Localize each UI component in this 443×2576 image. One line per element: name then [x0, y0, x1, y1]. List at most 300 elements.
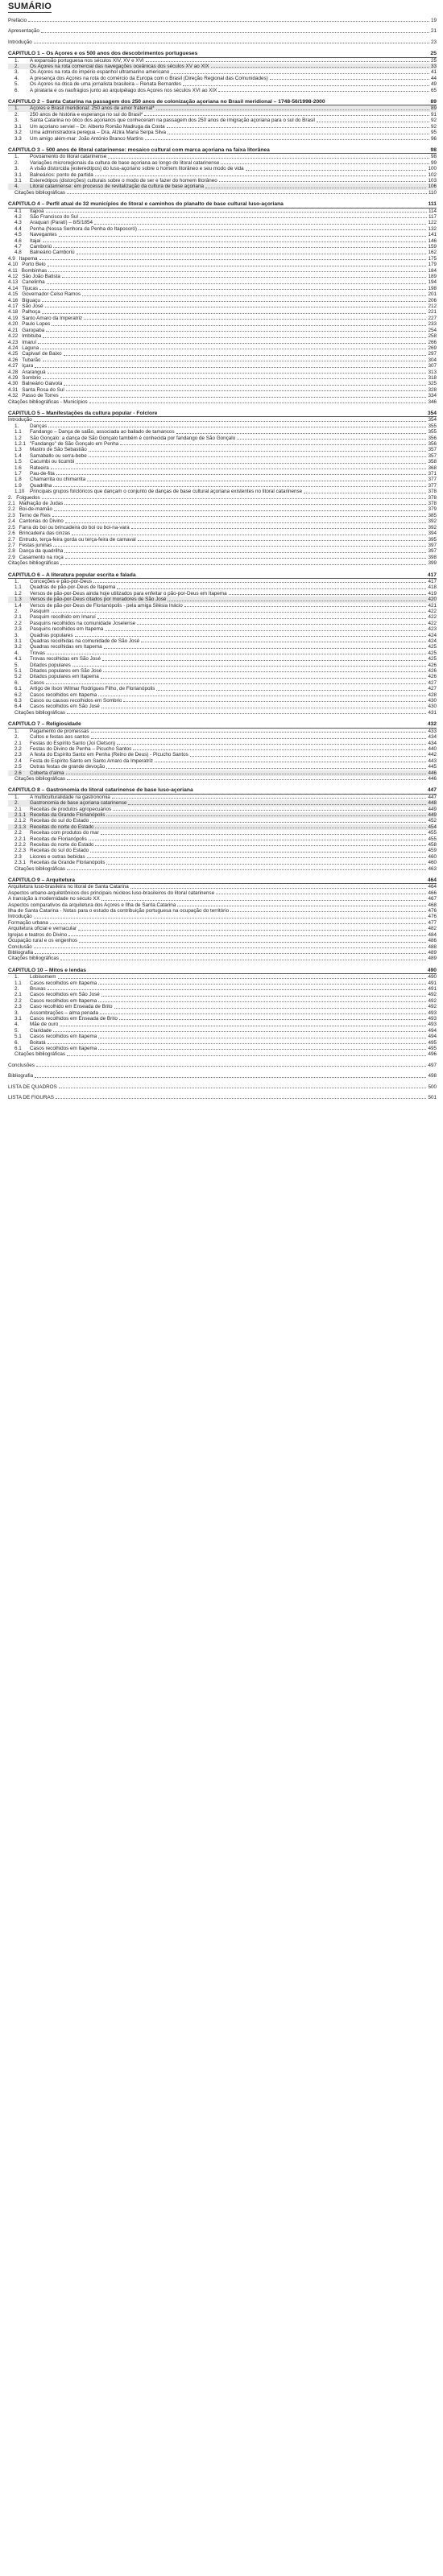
dot-leader	[120, 444, 426, 445]
entry-number: 4.1	[14, 656, 22, 663]
toc-entry	[8, 28, 437, 34]
entry-title: Conceções e pão-por-Deus	[30, 578, 93, 584]
entry-page: 269	[428, 345, 437, 351]
entry-number: 3.1	[14, 638, 22, 644]
entry-page: 49	[430, 81, 437, 88]
dot-leader	[34, 918, 427, 919]
dot-leader	[39, 289, 427, 290]
dot-leader	[104, 648, 427, 649]
dot-leader	[67, 1055, 426, 1056]
dot-leader	[42, 301, 426, 302]
dot-leader	[89, 402, 427, 403]
entry-page: 378	[428, 494, 437, 501]
entry-number: 4.19	[8, 315, 19, 321]
entry-page: 99	[430, 159, 437, 166]
toc-entry	[8, 88, 437, 93]
entry-page: 100	[428, 166, 437, 172]
entry-page: 392	[428, 518, 437, 525]
dot-leader	[93, 582, 426, 583]
entry-title: Mastro de São Sebastião	[30, 447, 87, 453]
dot-leader	[82, 295, 426, 296]
dot-leader	[42, 498, 427, 499]
entry-title: Os Açores na rota do império espanhol ultramarino americano	[30, 69, 170, 76]
toc-entry	[8, 495, 437, 501]
chapter-heading	[8, 147, 437, 154]
entry-page: 455	[428, 830, 437, 836]
dot-leader	[101, 834, 427, 835]
dot-leader	[190, 756, 427, 757]
entry-page: 449	[428, 806, 437, 812]
entry-number: 2.2	[14, 830, 22, 836]
dot-leader	[68, 935, 426, 936]
entry-number: 2.8	[8, 548, 15, 555]
entry-page: 477	[428, 919, 437, 926]
toc-entry	[8, 118, 437, 123]
entry-title: Paulo Lopes	[22, 321, 51, 328]
chapter-heading	[8, 721, 437, 728]
entry-number: 2.2.1	[14, 836, 27, 842]
entry-page: 495	[428, 1039, 437, 1046]
entry-page: 397	[428, 548, 437, 555]
entry-page: 92	[430, 118, 437, 124]
toc-entry	[8, 609, 437, 614]
entry-title: CAPÍTULO 5 – Manifestações da cultura popular - Folclore	[8, 410, 158, 416]
entry-page: 419	[428, 590, 437, 597]
entry-number: 1.8	[14, 477, 22, 483]
entry-number: 2.5	[8, 524, 15, 530]
toc-entry	[8, 1034, 437, 1039]
dot-leader	[112, 798, 427, 799]
entry-title: Bibliografia	[8, 1073, 34, 1080]
dot-leader	[53, 247, 426, 248]
entry-page: 433	[428, 728, 437, 734]
entry-title: Porto Belo	[22, 262, 46, 268]
entry-title: Introdução	[8, 914, 32, 920]
entry-title: Receitas de produtos agropecuários	[30, 806, 112, 812]
dot-leader	[65, 522, 427, 523]
entry-number: 3.2	[14, 130, 22, 136]
entry-page: 111	[428, 201, 437, 208]
entry-title: Citações bibliográficas	[14, 865, 65, 872]
dot-leader	[130, 888, 427, 889]
entry-page: 460	[428, 853, 437, 860]
entry-number: 2.1	[14, 614, 22, 621]
entry-page: 354	[427, 410, 437, 416]
dot-leader	[64, 385, 426, 386]
entry-page: 201	[428, 291, 437, 298]
entry-title: Quadras recolhidas em Itapema	[30, 644, 102, 650]
entry-title: Licores e outras bebidas	[30, 853, 85, 860]
dot-leader	[106, 864, 426, 865]
dot-leader	[211, 67, 429, 68]
entry-page: 497	[428, 1062, 437, 1068]
entry-number: 1.2	[14, 435, 22, 441]
entry-title: CAPÍTULO 6 – A literatura popular escrita e falada	[8, 572, 136, 578]
entry-page: 159	[428, 244, 437, 250]
toc-entry	[8, 214, 437, 220]
entry-number: 4.	[14, 75, 19, 81]
entry-page: 493	[428, 1015, 437, 1022]
entry-number: 2.2.2	[14, 842, 27, 848]
entry-page: 488	[428, 943, 437, 950]
toc-entry	[8, 459, 437, 464]
entry-title: Pasquim	[30, 608, 50, 614]
entry-title: CAPÍTULO 10 – Mitos e lendas	[8, 967, 86, 973]
entry-title: A expansão portuguesa nos séculos XIV, XV e XVI	[30, 57, 144, 64]
dot-leader	[54, 510, 426, 511]
toc-entry	[8, 956, 437, 961]
entry-number: 3.	[14, 69, 19, 76]
toc-entry	[8, 614, 437, 620]
entry-number: 2.	[14, 159, 19, 166]
entry-number: 3.1	[14, 171, 22, 178]
entry-number: 1.2.1	[14, 441, 27, 447]
dot-leader	[113, 810, 426, 811]
entry-page: 448	[428, 800, 437, 807]
entry-page: 432	[427, 721, 437, 728]
toc-entry	[8, 1063, 437, 1068]
entry-title: Navegantes	[30, 232, 57, 238]
entry-number: 2.7	[8, 536, 15, 543]
toc-entry	[8, 160, 437, 166]
entry-title: Folguedos	[16, 494, 40, 501]
toc-entry	[8, 812, 437, 818]
dot-leader	[128, 804, 426, 805]
entry-page: 356	[428, 441, 437, 447]
entry-page: 378	[428, 489, 437, 495]
dot-leader	[48, 373, 427, 374]
toc-entry	[8, 351, 437, 357]
toc-entry	[8, 328, 437, 333]
toc-entry	[8, 518, 437, 524]
entry-title: São Francisco do Sul	[30, 213, 78, 220]
toc-entry	[8, 795, 437, 800]
entry-number: 1.	[14, 154, 19, 160]
entry-title: Um açoriano serviel – Dr. Alberto Romão Madruga da Costa	[30, 123, 165, 130]
entry-title: Os Açores na rota comercial das navegações oceânicas dos séculos XV ao XIX	[30, 64, 209, 70]
entry-number: 2.1.3	[14, 824, 27, 830]
entry-number: 2.	[8, 494, 13, 501]
entry-page: 92	[430, 123, 437, 130]
entry-title: LISTA DE FIGURAS	[8, 1095, 54, 1101]
entry-page: 179	[428, 262, 437, 268]
entry-title: A transição à modernidade no século XX	[8, 896, 100, 902]
entry-title: Festa do Espírito Santo em Santo Amaro da Imperatriz	[30, 758, 153, 764]
entry-number: 6.2	[14, 691, 22, 698]
entry-page: 422	[428, 608, 437, 614]
dot-leader	[114, 1008, 427, 1009]
toc-entry	[8, 1010, 437, 1016]
entry-number: 4.28	[8, 369, 19, 375]
entry-page: 440	[428, 745, 437, 752]
dot-leader	[139, 229, 426, 230]
toc-entry	[8, 124, 437, 130]
entry-title: Fandango – Dança de salão, associada ao bailado de tamancos	[30, 429, 175, 436]
entry-number: 5.	[14, 1027, 19, 1034]
entry-title: Santa Catarina no ótico dos açorianos que conheceram na passagem dos 250 anos de imigração açoriana para o sul do Brasil	[30, 118, 315, 124]
dot-leader	[230, 911, 426, 912]
entry-title: Bruxas	[30, 985, 46, 992]
entry-title: Rateeira	[30, 464, 49, 471]
entry-title: Capivari de Baixo	[22, 351, 62, 357]
entry-number: 2.6	[14, 770, 22, 776]
dot-leader	[43, 337, 426, 338]
chapter-heading	[8, 201, 437, 208]
entry-title: Pau-de-fita	[30, 471, 55, 477]
entry-title: Samaballo ou serra-bebe	[30, 452, 87, 459]
entry-page: 395	[428, 536, 437, 543]
entry-title: Ditados populares em São José	[30, 668, 102, 675]
dot-leader	[103, 671, 426, 672]
toc-entry	[8, 579, 437, 584]
entry-title: Festas juninas	[19, 542, 52, 548]
toc-entry	[8, 279, 437, 285]
entry-page: 446	[428, 775, 437, 782]
entry-number: 1.	[14, 105, 19, 112]
toc-entry	[8, 686, 437, 691]
dot-leader	[97, 618, 427, 619]
entry-page: 307	[428, 363, 437, 369]
toc-entry	[8, 399, 437, 405]
entry-page: 494	[428, 1034, 437, 1040]
entry-title: Pasquim recolhido em Imaruí	[30, 614, 96, 621]
toc-entry	[8, 441, 437, 447]
toc-entry	[8, 58, 437, 64]
entry-page: 445	[428, 764, 437, 770]
entry-page: 464	[428, 884, 437, 890]
toc-entry	[8, 555, 437, 560]
entry-number: 1.1	[14, 429, 22, 436]
entry-title: Balneários: ponto de partida	[30, 171, 93, 178]
entry-page: 162	[428, 250, 437, 256]
entry-page: 356	[428, 435, 437, 441]
entry-number: 6.	[14, 1039, 19, 1046]
toc-entry	[8, 848, 437, 853]
entry-number: 2.1.1	[14, 811, 27, 818]
toc-entry	[8, 64, 437, 69]
entry-page: 424	[428, 638, 437, 644]
entry-number: 3.	[14, 166, 19, 172]
toc-entry	[8, 824, 437, 830]
entry-page: 233	[428, 321, 437, 328]
toc-entry	[8, 543, 437, 548]
toc-entry	[8, 333, 437, 339]
entry-number: 4.14	[8, 285, 19, 291]
entry-page: 425	[428, 650, 437, 656]
entry-page: 19	[430, 18, 437, 23]
entry-number: 1.	[14, 974, 19, 980]
entry-title: Os Açores na ótica de uma jornalista brasileira – Renata Bernardes	[30, 81, 181, 88]
dot-leader	[119, 1019, 427, 1020]
dot-leader	[46, 331, 426, 332]
toc-entry	[8, 232, 437, 237]
entry-page: 117	[428, 213, 437, 220]
entry-page: 377	[428, 477, 437, 483]
chapter-heading	[8, 99, 437, 105]
entry-number: 4.6	[14, 237, 22, 244]
entry-page: 418	[428, 584, 437, 591]
entry-title: Citações bibliográficas	[8, 560, 59, 567]
dot-leader	[137, 624, 426, 625]
entry-page: 194	[428, 279, 437, 286]
toc-entry	[8, 842, 437, 848]
entry-title: Casos recolhidos em Itapema	[30, 997, 97, 1004]
entry-number: 4.4	[14, 225, 22, 232]
entry-title: CAPÍTULO 3 – 500 anos de litoral catarinense: mosaico cultural com marca açoriana na faixa litorânea	[8, 147, 270, 153]
entry-title: Casos recolhidos em Itapema	[30, 1034, 97, 1040]
toc-entry	[8, 1051, 437, 1057]
entry-page: 198	[428, 285, 437, 291]
entry-page: 428	[428, 691, 437, 698]
entry-number: 4.17	[8, 303, 19, 310]
entry-page: 496	[428, 1051, 437, 1058]
dot-leader	[38, 343, 426, 344]
entry-page: 392	[428, 524, 437, 530]
entry-page: 476	[428, 914, 437, 920]
entry-page: 397	[428, 542, 437, 548]
entry-title: A presença dos Açores na rota do comércio da Europa com o Brasil (Direção Regional das Comunidades)	[30, 75, 268, 81]
entry-page: 258	[428, 333, 437, 340]
dot-leader	[105, 630, 426, 631]
entry-number: 6.1	[14, 1046, 22, 1051]
entry-title: Festas do Divino de Penha – Picucho Santos	[30, 745, 132, 752]
toc-entry	[8, 597, 437, 602]
toc-entry	[8, 244, 437, 250]
entry-title: Imaruí	[22, 339, 37, 345]
toc-entry	[8, 447, 437, 452]
toc-entry	[8, 105, 437, 111]
dot-leader	[34, 947, 427, 948]
entry-title: Quadras de pão-por-Deus de Itapema	[30, 584, 116, 591]
dot-leader	[41, 32, 429, 33]
entry-page: 89	[430, 99, 437, 105]
entry-page: 463	[428, 865, 437, 872]
entry-number: 4.16	[8, 297, 19, 303]
entry-title: Quadrilha	[30, 482, 52, 489]
entry-number: 4.20	[8, 321, 19, 328]
entry-number: 1.4	[14, 452, 22, 459]
toc-entry	[8, 178, 437, 184]
toc-entry	[8, 692, 437, 698]
entry-title: Governador Celso Ramos	[22, 291, 81, 298]
entry-number: 5.1	[14, 668, 22, 675]
entry-page: 490	[428, 974, 437, 980]
entry-title: A visão distorcida (estereótipos) do luso-açoriano sobre o homem litorâneo e seu modo de vida	[30, 166, 244, 172]
entry-number: 2.3	[14, 752, 22, 758]
dot-leader	[47, 283, 427, 284]
entry-page: 494	[428, 1027, 437, 1034]
dot-leader	[94, 224, 426, 225]
dot-leader	[53, 1031, 427, 1032]
entry-title: Receitas da Grande Florianópolis	[30, 860, 106, 866]
dot-leader	[52, 325, 426, 326]
dot-leader	[270, 79, 429, 80]
entry-page: 354	[428, 417, 437, 423]
entry-page: 466	[428, 890, 437, 896]
dot-leader	[67, 869, 426, 870]
entry-title: Casos recolhidos em Itapema	[30, 980, 97, 986]
entry-number: 2.	[14, 734, 19, 741]
entry-title: CAPÍTULO 4 – Perfil atual de 32 municípios do litoral e caminhos do planalto de base cultural luso-açoriana	[8, 201, 284, 208]
chapter-heading	[8, 411, 437, 417]
toc-entry	[8, 656, 437, 662]
entry-page: 490	[427, 967, 437, 973]
entry-number: 4.18	[8, 309, 19, 316]
entry-page: 102	[428, 171, 437, 178]
entry-page: 221	[428, 309, 437, 316]
entry-number: 6.	[14, 87, 19, 93]
toc-entry	[8, 375, 437, 381]
entry-number: 2.2	[14, 997, 22, 1004]
dot-leader	[183, 85, 429, 86]
toc-entry	[8, 1095, 437, 1100]
entry-number: 4.5	[14, 232, 22, 238]
entry-number: 4.	[14, 1022, 19, 1028]
dot-leader	[42, 313, 426, 314]
entry-number: 5.2	[14, 674, 22, 680]
toc-entry	[8, 944, 437, 950]
entry-title: Passo de Torres	[22, 393, 59, 399]
entry-page: 467	[428, 896, 437, 902]
entry-page: 33	[430, 64, 437, 70]
entry-page: 98	[430, 147, 437, 153]
entry-number: 2.3	[14, 853, 22, 860]
entry-title: Assombrações – alma penada	[30, 1009, 99, 1016]
toc-entry	[8, 603, 437, 609]
entry-title: Coberta d'alma	[30, 770, 64, 776]
entry-number: 2.2.3	[14, 848, 27, 854]
entry-title: Quadras populares	[30, 632, 73, 638]
entry-title: Receitas do sul do Estado	[30, 848, 89, 854]
dot-leader	[138, 540, 427, 541]
entry-page: 491	[428, 980, 437, 986]
toc-entry	[8, 698, 437, 704]
entry-title: Quadras recolhidas na comunidade de São José	[30, 638, 140, 644]
toc-entry	[8, 483, 437, 489]
entry-page: 110	[428, 189, 437, 196]
entry-title: LISTA DE QUADROS	[8, 1084, 57, 1090]
entry-title: "Fandango" de São Gonçalo em Penha	[30, 441, 119, 447]
entry-title: Receitas do norte do Estado	[30, 824, 94, 830]
dot-leader	[90, 822, 426, 823]
entry-title: Versos de pão-por-Deus citados por moradores de São José	[30, 597, 167, 603]
toc-entry	[8, 680, 437, 686]
toc-entry	[8, 548, 437, 554]
entry-number: 4.8	[14, 250, 22, 256]
dot-leader	[28, 21, 429, 22]
entry-title: Casos recolhidos em São José	[30, 704, 100, 710]
entry-title: Chamarrita ou chimarrita	[30, 477, 86, 483]
toc-entry	[8, 663, 437, 668]
entry-number: 1.5	[14, 459, 22, 465]
dot-leader	[53, 546, 426, 547]
toc-entry	[8, 1022, 437, 1027]
entry-title: Palhoça	[22, 309, 41, 316]
entry-number: 4.29	[8, 374, 19, 381]
entry-page: 357	[428, 447, 437, 453]
entry-title: Versos de pão-por-Deus de Florianópolis - pela amiga Silésia Inácio	[30, 602, 183, 609]
toc-entry	[8, 537, 437, 543]
entry-number: 3.	[14, 118, 19, 124]
entry-title: Camboriú	[30, 244, 52, 250]
toc-entry	[8, 896, 437, 902]
entry-title: A multiculturalidade na gastronomia	[30, 794, 110, 800]
toc-entry	[8, 238, 437, 244]
entry-number: 1.	[14, 794, 19, 800]
toc-entry	[8, 112, 437, 118]
entry-page: 425	[428, 656, 437, 663]
toc-entry	[8, 560, 437, 566]
